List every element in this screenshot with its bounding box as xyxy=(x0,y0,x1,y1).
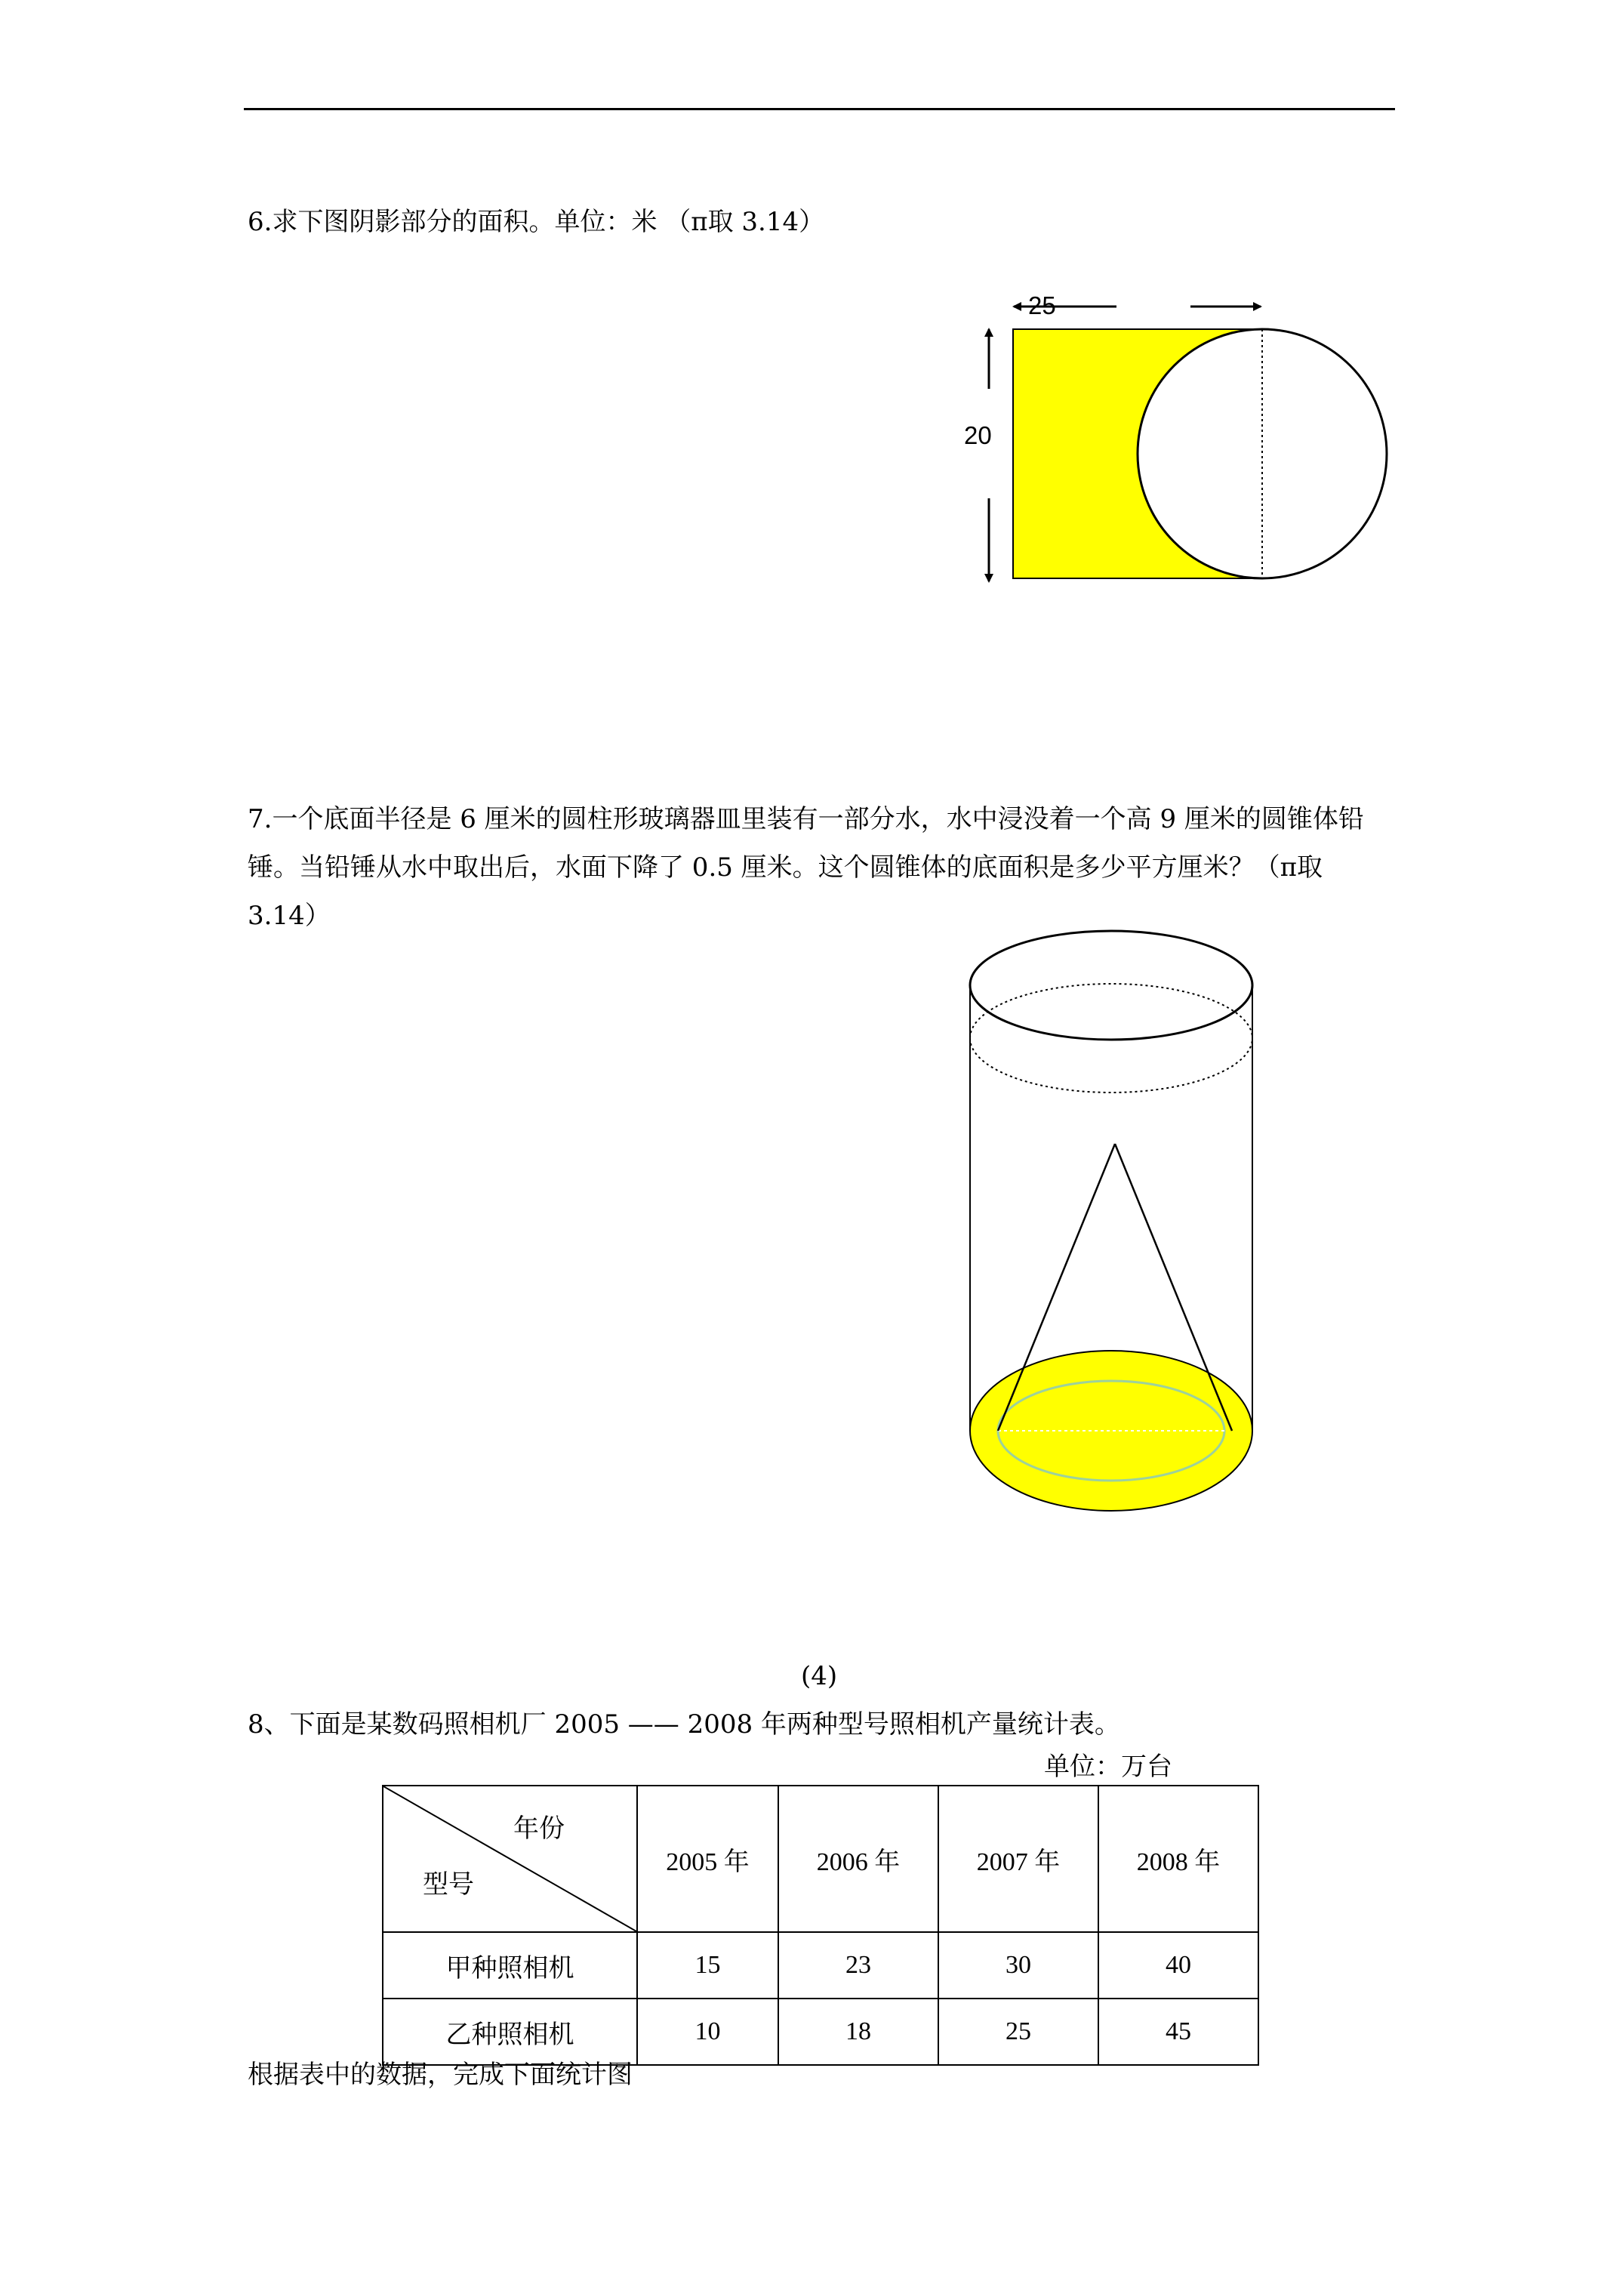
model-name: 乙种照相机 xyxy=(383,1999,637,2065)
production-table xyxy=(382,1785,1259,2066)
table-header-row xyxy=(383,1786,1258,1932)
year-header: 2008 年 xyxy=(1098,1786,1258,1932)
table-cell: 30 xyxy=(938,1932,1098,1999)
q7-cylinder-figure xyxy=(966,914,1283,1540)
table-cell: 45 xyxy=(1098,1999,1258,2065)
table-row xyxy=(383,1932,1258,1999)
corner-year-label: 年份 xyxy=(513,1815,565,1843)
unit-label: 单位：万台 xyxy=(1044,1752,1172,1782)
water-level-front xyxy=(970,1038,1252,1093)
question-6-text: 6.求下图阴影部分的面积。单位：米 （π取 3.14） xyxy=(248,207,825,237)
year-header: 2007 年 xyxy=(938,1786,1098,1932)
table-cell: 23 xyxy=(778,1932,938,1999)
year-header: 2006 年 xyxy=(778,1786,938,1932)
corner-diagonal xyxy=(383,1786,636,1931)
height-label: 20 xyxy=(964,421,992,449)
corner-cell xyxy=(383,1786,637,1932)
corner-model-label: 型号 xyxy=(423,1871,474,1899)
page-number: (4) xyxy=(801,1661,838,1691)
table-cell: 10 xyxy=(637,1999,778,2065)
question-8-text: 8、下面是某数码照相机厂 2005 —— 2008 年两种型号照相机产量统计表。 xyxy=(248,1709,1120,1740)
cylinder-top xyxy=(970,931,1252,1040)
model-name: 甲种照相机 xyxy=(383,1932,637,1999)
header-rule xyxy=(244,108,1395,110)
table-cell: 40 xyxy=(1098,1932,1258,1999)
chart-instruction: 根据表中的数据，完成下面统计图 xyxy=(248,2060,633,2090)
table-cell: 25 xyxy=(938,1999,1098,2065)
question-7-text: 7.一个底面半径是 6 厘米的圆柱形玻璃器皿里装有一部分水，水中浸没着一个高 9 厘米的圆锥体铅锤。当铅锤从水中取出后，水面下降了 0.5 厘米。这个圆锥体的底面积是多少平方厘米？（π取 3.14） xyxy=(248,804,1364,931)
year-header: 2005 年 xyxy=(637,1786,778,1932)
table-cell: 18 xyxy=(778,1999,938,2065)
q6-figure xyxy=(947,279,1408,596)
table-cell: 15 xyxy=(637,1932,778,1999)
width-label: 25 xyxy=(1028,291,1056,319)
